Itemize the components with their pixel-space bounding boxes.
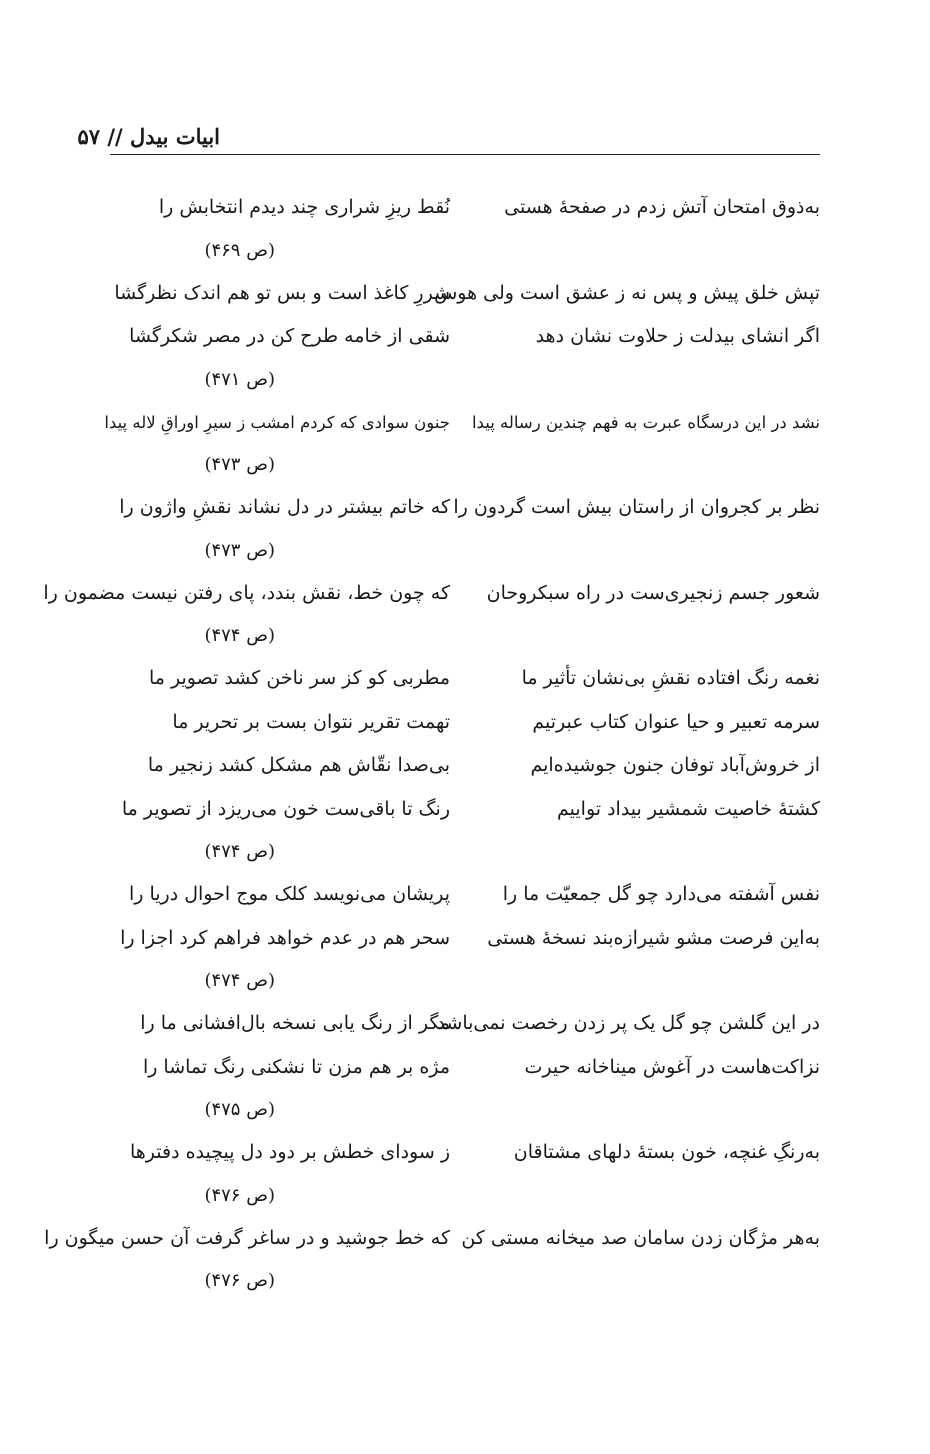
verse-line: [110, 1131, 820, 1175]
hemistich-right: نفس آشفته می‌دارد چو گل جمعیّت ما را: [502, 883, 820, 905]
hemistich-left: رنگ تا باقی‌ست خون می‌ریزد از تصویر ما: [121, 797, 450, 820]
page-reference: (ص ۴۷۵): [204, 1099, 275, 1120]
hemistich-right: کشتهٔ خاصیت شمشیر بیداد تواییم: [557, 797, 820, 820]
hemistich-right: در این گلشن چو گل یک پر زدن رخصت نمی‌باشد: [436, 1012, 820, 1034]
hemistich-left: مطربی کو کز سر ناخن کشد تصویر ما: [148, 667, 450, 689]
hemistich-right: سرمه تعبیر و حیا عنوان کتاب عبرتیم: [532, 710, 820, 733]
hemistich-left: که خاتم بیشتر در دل نشاند نقشِ واژون را: [119, 496, 450, 518]
verse-line: [110, 315, 820, 359]
verse-group: [104, 401, 820, 487]
verse-line: [110, 873, 820, 917]
verse-line: [110, 744, 820, 788]
page-reference: (ص ۴۷۶): [204, 1184, 275, 1206]
hemistich-left: بی‌صدا نقّاش هم مشکل کشد زنجیر ما: [147, 754, 450, 776]
page-reference: (ص ۴۷۱): [204, 368, 275, 390]
hemistich-right: از خروش‌آباد توفان جنون جوشیده‌ایم: [530, 754, 820, 776]
hemistich-right: به‌ذوق امتحان آتش زدم در صفحهٔ هستی: [504, 196, 820, 218]
hemistich-left: مژه بر هم مزن تا نشکنی رنگ تماشا را: [142, 1055, 450, 1078]
hemistich-right: اگر انشای بیدلت ز حلاوت نشان دهد: [535, 325, 820, 347]
hemistich-left: جنون سوادی که کردم امشب ز سیرِ اوراقِ لاله پیدا: [104, 412, 450, 432]
page-reference: (ص ۴۷۴): [204, 841, 275, 862]
verse-line: [44, 1217, 820, 1261]
verse-group: [110, 1002, 820, 1131]
verse-line: [104, 401, 820, 445]
verse-group: [43, 572, 820, 658]
verse-group: [110, 186, 820, 272]
running-header-text: ابیات بیدل // ۵۷: [77, 124, 220, 149]
hemistich-left: تهمت تقریر نتوان بست بر تحریر ما: [172, 710, 450, 733]
verse-line: [110, 701, 820, 745]
verse-line: [110, 486, 820, 530]
hemistich-right: به‌رنگِ غنچه، خون بستهٔ دلهای مشتاقان: [513, 1141, 820, 1163]
hemistich-left: که خط جوشید و در ساغر گرفت آن حسن میگون را: [44, 1226, 450, 1249]
verse-line: [110, 272, 820, 316]
hemistich-right: نظر بر کجروان از راستان بیش است گردون را: [453, 496, 820, 518]
page-reference: (ص ۴۶۹): [204, 239, 275, 261]
header-rule: [110, 154, 820, 155]
verse-group: [110, 873, 820, 1002]
page-reference: (ص ۴۷۳): [204, 539, 275, 561]
page-reference: (ص ۴۷۴): [204, 970, 275, 991]
hemistich-left: ز سودای خطش بر دود دل پیچیده دفترها: [129, 1141, 450, 1163]
page-reference: (ص ۴۷۶): [204, 1270, 275, 1291]
verse-line: [110, 657, 820, 701]
verse-group: [44, 1217, 820, 1303]
hemistich-right: نشد در این درسگاه عبرت به فهم چندین رساله پیدا: [471, 412, 820, 432]
verse-line: [110, 1046, 820, 1090]
hemistich-left: سحر هم در عدم خواهد فراهم کرد اجزا را: [120, 926, 450, 949]
hemistich-right: شعور جسم زنجیری‌ست در راه سبکروحان: [486, 581, 820, 604]
hemistich-right: نزاکت‌هاست در آغوش میناخانه حیرت: [524, 1055, 820, 1078]
hemistich-left: مگر از رنگ یابی نسخه بال‌افشانی ما را: [140, 1012, 450, 1034]
verse-group: [110, 1131, 820, 1217]
hemistich-right: نغمه رنگ افتاده نقشِ بی‌نشان تأثیر ما: [521, 667, 820, 689]
poem-body: [43, 186, 820, 1302]
hemistich-right: به‌هر مژگان زدن سامان صد میخانه مستی کن: [461, 1226, 820, 1249]
verse-line: [110, 788, 820, 832]
hemistich-left: شررِ کاغذ است و بس تو هم اندک نظرگشا: [114, 281, 450, 304]
hemistich-left: پریشان می‌نویسد کلک موج احوال دریا را: [128, 883, 450, 905]
hemistich-left: شقی از خامه طرح کن در مصر شکرگشا: [129, 325, 450, 347]
verse-line: [43, 572, 820, 616]
page-reference: (ص ۴۷۴): [204, 625, 275, 646]
verse-group: [110, 272, 820, 401]
hemistich-left: نُقط ریزِ شراری چند دیدم انتخابش را: [158, 196, 450, 218]
verse-line: [110, 917, 820, 961]
verse-group: [110, 657, 820, 873]
hemistich-left: که چون خط، نقش بندد، پای رفتن نیست مضمون را: [43, 581, 450, 604]
verse-line: [110, 186, 820, 230]
page-reference: (ص ۴۷۳): [204, 454, 275, 475]
verse-line: [110, 1002, 820, 1046]
verse-group: [110, 486, 820, 572]
running-header: [77, 118, 820, 154]
hemistich-right: به‌این فرصت مشو شیرازه‌بند نسخهٔ هستی: [487, 926, 820, 949]
hemistich-right: تپش خلق پیش و پس نه ز عشق است ولی هوس: [434, 281, 820, 304]
